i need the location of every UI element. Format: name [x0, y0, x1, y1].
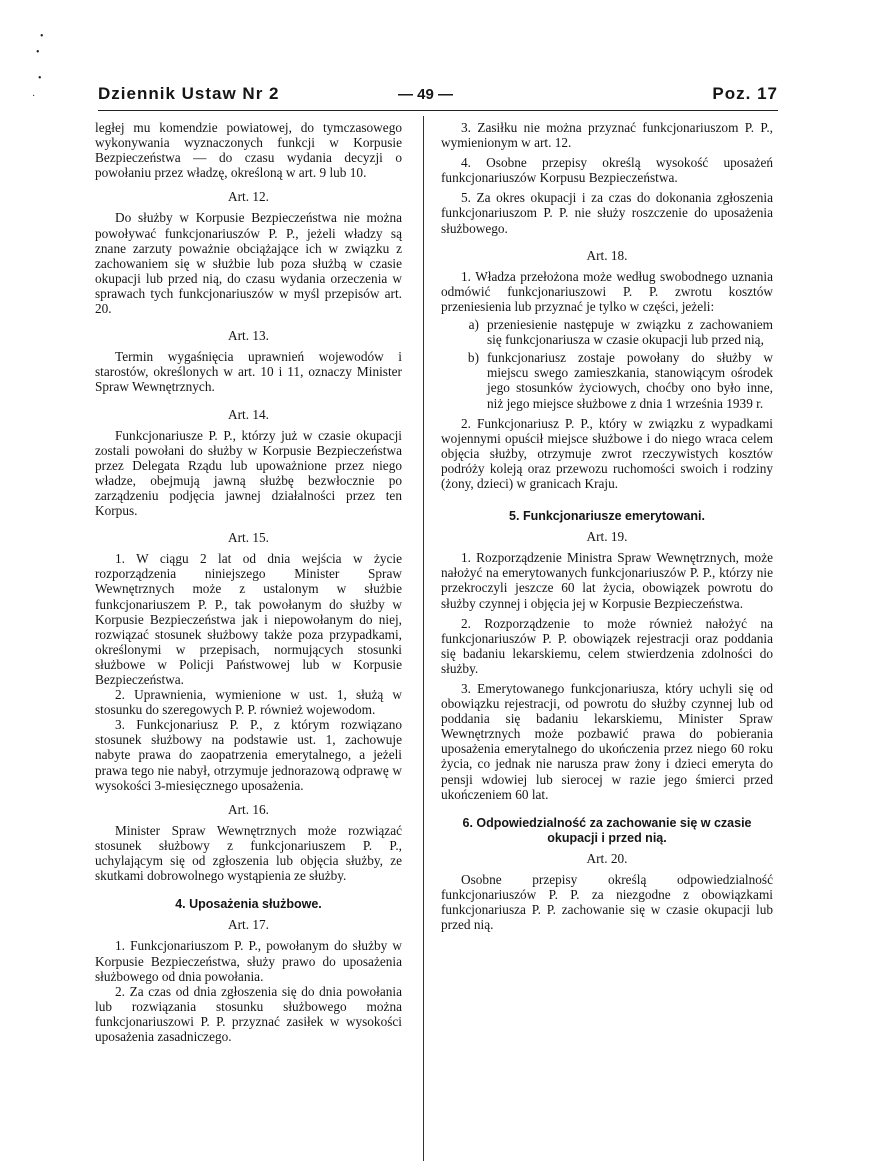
list-label-a: a)	[468, 317, 479, 333]
article-19-title: Art. 19.	[586, 529, 628, 545]
article-15-para-1: 1. W ciągu 2 lat od dnia wejścia w życie rozporządzenia niniejszego Minister Spraw Wewnętrznych może z ustalonym w służbie funkcjonariuszem P. P., tak powołanym do służby w Korpusie Bezpieczeństwa jak i niepowołanym do niej, rozwiązać stosunek służbowy także poza przypadkami, określonymi w przepisach, normujących stosunki służbowe w Policji Państwowej lub w Korpusie Bezpieczeństwa.	[95, 551, 402, 687]
article-18-para-1: 1. Władza przełożona może według swobodnego uznania odmówić funkcjonariuszowi P. P. zwrotu kosztów przeniesienia lub przyznać je tylko w części, jeżeli:	[441, 268, 773, 314]
article-19-para-3: 3. Emerytowanego funkcjonariusza, który uchyli się od obowiązku rejestracji, od powrotu do służby czynnej lub od poddania się badaniu lekarskiemu, Minister Spraw Wewnętrznych może pozbawić prawa do pobierania uposażenia emerytalnego do ukończenia przez niego 60 roku życia, co jednak nie narusza praw żony i dzieci emeryta do pensji wdowiej lub sierocej w razie jego śmierci przed ukończeniem 60 lat.	[441, 681, 773, 802]
article-18-title: Art. 18.	[586, 247, 628, 263]
article-17-para-5: 5. Za okres okupacji i za czas do dokonania zgłoszenia funkcjonariuszom P. P. nie służy roszczenie do uposażenia służbowego.	[441, 190, 773, 236]
left-column	[95, 120, 402, 1044]
article-19-para-1: 1. Rozporządzenie Ministra Spraw Wewnętrznych, może nałożyć na emerytowanych funkcjonariuszów P. P., którzy nie przekroczyli jeszcze 60 lat życia, obowiązek powrotu do służby czynnej i objęcia jej w Korpusie Bezpieczeństwa.	[441, 550, 773, 611]
right-column	[441, 120, 773, 932]
list-item-b	[441, 350, 773, 410]
section-5-heading: 5. Funkcjonariusze emerytowani.	[509, 509, 705, 524]
article-15-para-2: 2. Uprawnienia, wymienione w ust. 1, służą w stosunku do szeregowych P. P. również wojewodom.	[95, 687, 402, 718]
continuation-paragraph: ległej mu komendzie powiatowej, do tymczasowego wykonywania wyznaczonych funkcji w Korpusie Bezpieczeństwa — do czasu wydania decyzji o powołaniu przez władzę, określoną w art. 9 lub 10.	[95, 120, 402, 181]
article-15-para-3: 3. Funkcjonariusz P. P., z którym rozwiązano stosunek służbowy na podstawie ust. 1, zachowuje nabyte prawa do zaopatrzenia emerytalnego, a jeżeli prawa tego nie nabył, otrzymuje jednorazową odprawę w wysokości 3-miesięcznego uposażenia.	[95, 717, 402, 793]
list-text-a: przeniesienie następuje w związku z zachowaniem się funkcjonariusza w czasie okupacji lub przed nią,	[487, 317, 773, 348]
section-4-heading: 4. Uposażenia służbowe.	[175, 897, 322, 912]
list-label-b: b)	[467, 350, 479, 366]
journal-title: Dziennik Ustaw Nr 2	[98, 84, 280, 103]
list-text-b: funkcjonariusz zostaje powołany do służby w miejscu swego zamieszkania, stanowiącym ośrodek jego stosunków życiowych, choćby ono było inne, niż jego miejsce służbowe z dnia 1 września 1939 r.	[487, 350, 773, 411]
article-17-title: Art. 17.	[228, 917, 269, 933]
list-item-a	[441, 317, 773, 347]
article-12-text: Do służby w Korpusie Bezpieczeństwa nie można powoływać funkcjonariuszów P. P., jeżeli władzy są znane zarzuty poważnie obciążające ich w związku z zachowaniem się w służbie lub poza służbą w czasie okupacji lub przed nią, do czasu wydania orzeczenia w sprawach tych funkcjonariuszów w myśl przepisów art. 20.	[95, 210, 402, 317]
article-13-text: Termin wygaśnięcia uprawnień wojewodów i starostów, określonych w art. 10 i 11, oznaczy Minister Spraw Wewnętrznych.	[95, 349, 402, 395]
column-divider	[423, 116, 424, 1161]
article-13-title: Art. 13.	[228, 328, 269, 344]
article-17-para-3: 3. Zasiłku nie można przyznać funkcjonariuszom P. P., wymienionym w art. 12.	[441, 120, 773, 151]
position-number: Poz. 17	[712, 84, 778, 103]
margin-dot: •	[38, 73, 42, 84]
article-17-para-1: 1. Funkcjonariuszom P. P., powołanym do służby w Korpusie Bezpieczeństwa, służy prawo do uposażenia służbowego od dnia powołania.	[95, 938, 402, 984]
article-17-para-2: 2. Za czas od dnia zgłoszenia się do dnia powołania lub rozwiązania stosunku służbowego można funkcjonariuszowi P. P. przyznać zasiłek w wysokości uposażenia zasadniczego.	[95, 983, 402, 1044]
margin-dot: •	[36, 47, 40, 58]
page-number: — 49 —	[398, 86, 454, 103]
article-19-para-2: 2. Rozporządzenie to może również nałożyć na funkcjonariuszów P. P. obowiązek rejestracji oraz poddania się badaniu lekarskiemu, celem stwierdzenia zdolności do służby.	[441, 615, 773, 676]
margin-dot: ·	[32, 91, 36, 102]
article-16-text: Minister Spraw Wewnętrznych może rozwiązać stosunek służbowy z funkcjonariuszem P. P., uchylającym się od zgłoszenia lub objęcia służby, ze skutkami dobrowolnego wystąpienia ze służby.	[95, 822, 402, 884]
margin-dot: •	[40, 31, 44, 42]
section-6-heading: 6. Odpowiedzialność za zachowanie się w czasie okupacji i przed nią.	[462, 815, 752, 845]
article-15-title: Art. 15.	[228, 530, 269, 546]
article-14-title: Art. 14.	[228, 406, 269, 422]
article-20-title: Art. 20.	[586, 850, 628, 866]
article-18-para-2: 2. Funkcjonariusz P. P., który w związku z wypadkami wojennymi opuścił miejsce służbowe i do niego wraca celem objęcia służby, otrzymuje zwrot rzeczywistych kosztów podróży koleją oraz przewozu ruchomości swoich i rodziny (żony, dzieci) w granicach Kraju.	[441, 415, 773, 491]
article-17-para-4: 4. Osobne przepisy określą wysokość uposażeń funkcjonariuszów Korpusu Bezpieczeństwa.	[441, 155, 773, 186]
article-14-text: Funkcjonariusze P. P., którzy już w czasie okupacji zostali powołani do służby w Korpusie Bezpieczeństwa przez Delegata Rządu lub upoważnione przez niego władze, obejmują jawną służbę bezwłocznie po zarządzeniu podjęcia jawnej działalności przez ten Korpus.	[95, 427, 402, 519]
page-header	[98, 82, 778, 111]
article-12-title: Art. 12.	[228, 189, 269, 205]
article-16-title: Art. 16.	[228, 801, 269, 817]
article-20-text: Osobne przepisy określą odpowiedzialność funkcjonariuszów P. P. za niezgodne z obowiązkami funkcjonariusza P. P. zachowanie się w czasie okupacji lub przed nią.	[441, 872, 773, 933]
